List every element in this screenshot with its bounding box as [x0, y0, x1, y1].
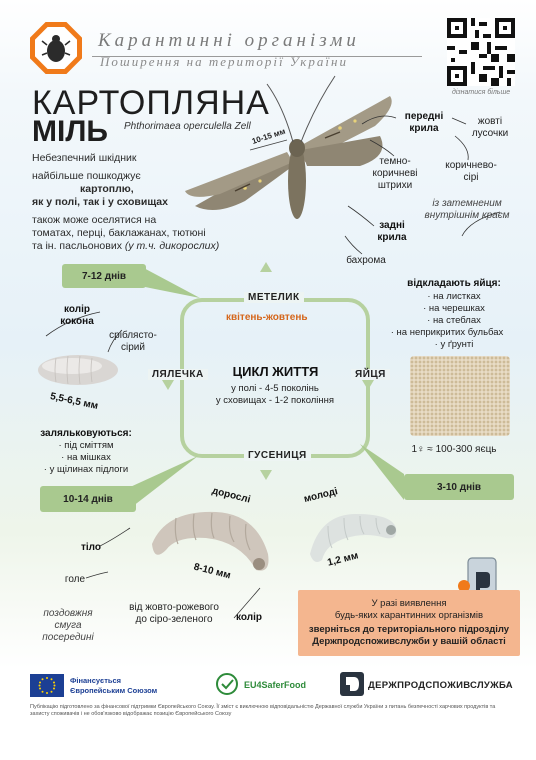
- eggs-item-3-text: на стеблах: [432, 315, 481, 326]
- eu-funding-line1: Фінансується: [70, 676, 122, 685]
- stage-larva: ГУСЕНИЦЯ: [244, 450, 311, 461]
- header-subtitle: Поширення на території України: [100, 54, 348, 69]
- eu-funding-line2: Європейським Союзом: [70, 686, 158, 695]
- alert-line2: будь-яких карантинних організмів: [334, 610, 484, 621]
- dark-edge-label: із затемненим внутрішнім краєм: [424, 198, 510, 221]
- stripes-label: поздовжня смуга посередині: [42, 608, 94, 643]
- intro-line2: найбільше пошкоджує: [32, 170, 141, 182]
- front-wings-label: передні крила: [404, 111, 444, 134]
- footer-disclaimer: Публікацію підготовлено за фінансової підтримки Європейського Союзу. Її зміст є виключною відповідальністю Державної служби України з питань безпечності харчових продуктів та захисту споживачів і не обов'язково відображає позицію Європейського Союзу: [30, 704, 496, 717]
- stage-egg: ЯЙЦЯ: [351, 369, 390, 380]
- dps-logo-icon: [340, 672, 364, 696]
- eu4safer-text: EU4SaferFood: [244, 680, 307, 690]
- adult-larva-size: 8-10 мм: [192, 561, 232, 582]
- dps-text: ДЕРЖПРОДСПОЖИВСЛУЖБА: [368, 680, 513, 691]
- eu-funding-text: [70, 676, 157, 696]
- intro-line7-text: та ін. пасльонових: [32, 240, 122, 252]
- eggs-count: 1♀ ≈ 100-300 яєць: [411, 444, 497, 455]
- latin-name: Phthorimaea operculella Zell: [124, 121, 251, 132]
- eggs-item-3: · на стеблах: [427, 315, 481, 326]
- fringe-label: бахрома: [346, 255, 386, 266]
- pupate-item-1: · під сміттям: [58, 440, 114, 451]
- naked-label: голе: [64, 574, 86, 585]
- eggs-item-2: · на черешках: [423, 303, 485, 314]
- egg-days-badge: 3-10 днів: [404, 474, 514, 500]
- young-larva-size: 1,2 мм: [326, 550, 360, 569]
- pupa-size-label: 5,5-6,5 мм: [49, 391, 100, 412]
- pupate-item-2-text: на мішках: [66, 452, 111, 463]
- silver-gray-label: сріблясто-сірий: [109, 330, 157, 353]
- header-title: Карантинні організми: [98, 30, 360, 51]
- pupa-illustration: [34, 350, 122, 392]
- eggs-title: відкладають яйця:: [407, 278, 501, 289]
- intro-line6: томатах, перці, баклажанах, тютюні: [32, 227, 206, 239]
- pupate-item-3: · у щілинах підлоги: [43, 464, 129, 475]
- eggs-item-5: · у ґрунті: [434, 339, 474, 350]
- cycle-field-generations: у полі - 4-5 поколінь: [231, 383, 319, 394]
- alert-line3: зверніться до територіального підрозділу: [308, 624, 510, 635]
- stage-moth: МЕТЕЛИК: [244, 292, 304, 303]
- intro-line4: як у полі, так і у сховищах: [32, 196, 168, 208]
- larva-days-pointer: [128, 450, 208, 510]
- alert-line1: У разі виявлення: [371, 598, 447, 609]
- larva-young-label: молоді: [302, 486, 339, 506]
- eu-flag-icon: [30, 674, 64, 697]
- pupate-item-2: · на мішках: [61, 452, 111, 463]
- eggs-item-2-text: на черешках: [428, 303, 485, 314]
- eggs-item-4: · на неприкритих бульбах: [390, 327, 504, 338]
- moth-size-label: 10-15 мм: [250, 126, 287, 146]
- pupa-days-pointer: [140, 266, 210, 306]
- intro-line5: також може оселятися на: [32, 214, 157, 226]
- dark-strokes-label: темно-коричневі штрихи: [372, 156, 418, 191]
- yellow-scales-label: жовті лусочки: [471, 116, 509, 139]
- pupa-days-badge: 7-12 днів: [62, 264, 146, 288]
- body-label: тіло: [80, 542, 101, 553]
- alert-line4: Держпродспоживслужби у вашій області: [312, 636, 506, 647]
- eggs-item-4-text: на неприкритих бульбах: [396, 327, 504, 338]
- cycle-storage-generations: у сховищах - 1-2 покоління: [215, 395, 335, 406]
- eggs-item-1: · на листках: [427, 291, 481, 302]
- cocoon-color-label: колір кокона: [60, 304, 94, 327]
- eggs-item-1-text: на листках: [433, 291, 481, 302]
- pupate-item-1-text: під сміттям: [64, 440, 114, 451]
- intro-line1: Небезпечний шкідник: [32, 152, 137, 164]
- page-title-line2: МІЛЬ: [32, 115, 108, 148]
- eu4safer-logo-icon: [214, 672, 240, 696]
- eggs-item-5-text: у ґрунті: [440, 339, 474, 350]
- pupate-item-3-text: у щілинах підлоги: [49, 464, 129, 475]
- color-range-label: від жовто-рожевого до сіро-зеленого: [129, 602, 219, 625]
- stage-pupa: ЛЯЛЕЧКА: [148, 369, 208, 380]
- qr-caption: дізнатися більше: [452, 89, 511, 96]
- intro-line7-italic: (у т.ч. дикорослих): [124, 240, 220, 252]
- brown-gray-label: коричнево-сірі: [445, 160, 497, 183]
- cycle-title: ЦИКЛ ЖИТТЯ: [232, 364, 319, 379]
- page-title-line1: КАРТОПЛЯНА: [32, 84, 270, 122]
- pupate-title: заляльковуються:: [40, 428, 132, 439]
- eggs-illustration: [410, 356, 510, 436]
- hind-wings-label: задні крила: [377, 220, 407, 243]
- color-label: колір: [236, 612, 262, 623]
- intro-line3: картоплю,: [80, 183, 134, 195]
- moth-period: квітень-жовтень: [226, 312, 308, 323]
- larva-adults-label: дорослі: [210, 485, 252, 506]
- larva-days-badge: 10-14 днів: [40, 486, 136, 512]
